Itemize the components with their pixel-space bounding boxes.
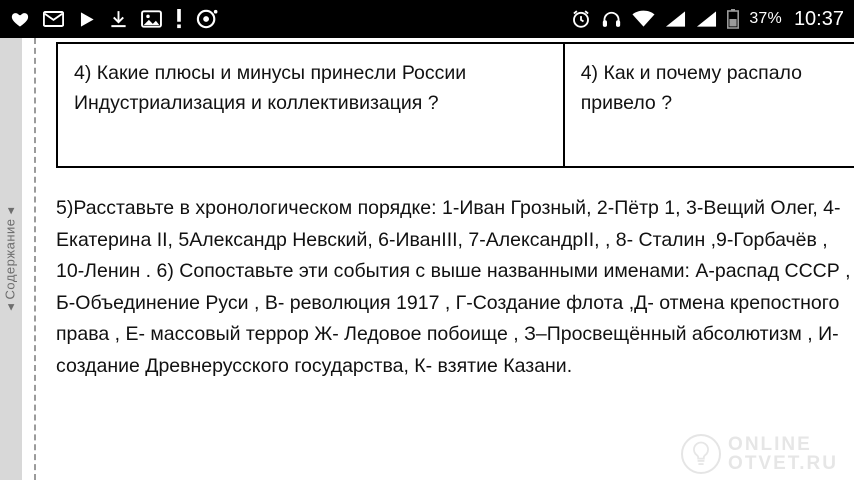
contents-tab[interactable] [0, 38, 22, 480]
record-icon [196, 9, 218, 29]
dashed-divider [34, 38, 36, 480]
battery-icon [727, 9, 739, 29]
signal-icon-2 [696, 10, 717, 28]
image-icon [141, 10, 162, 28]
headphones-icon [601, 9, 622, 29]
download-icon [109, 9, 128, 29]
mail-icon [43, 11, 64, 27]
watermark-line2: OTVET.RU [728, 453, 838, 474]
table-cell-question-4b: 4) Как и почему распало привело ? [580, 62, 802, 115]
status-bar-notifications [10, 9, 218, 29]
wifi-icon [632, 10, 655, 28]
lightbulb-icon [681, 434, 721, 474]
status-clock: 10:37 [793, 7, 844, 30]
battery-percent: 37% [749, 10, 782, 27]
question-paragraph: 5)Расставьте в хронологическом порядке: 1-Иван Грозный, 2-Пётр 1, 3-Вещий Олег, 4-Екатерина II, 5Александр Невский, 6-ИванIII, 7-АлександрII, , 8- Сталин ,9-Горбачёв , 10-Ленин . 6) Сопоставьте эти события с выше названными именами: А-распад СССР , Б-Объединение Руси , В- революция 1917 , Г-Создание флота ,Д- отмена крепостного права , Е- массовый террор Ж- Ледовое побоище , З–Просвещённый абсолютизм , И- создание Древнерусского государства, К- взятие Казани. [56, 197, 851, 377]
signal-icon-1 [665, 10, 686, 28]
watermark-line1: ONLINE [728, 433, 812, 455]
site-watermark [681, 434, 838, 474]
contents-tab-label: ◂ Содержание ◂ [3, 207, 18, 311]
play-icon [77, 10, 96, 29]
page-content [0, 38, 854, 480]
table-cell-question-4a: 4) Какие плюсы и минусы принесли России Индустриализация и коллективизация ? [58, 44, 565, 166]
watermark-text [728, 435, 838, 474]
document-area [40, 38, 854, 480]
questions-table [56, 42, 854, 168]
status-bar [0, 0, 854, 38]
status-bar-system [571, 8, 844, 31]
heart-icon [10, 9, 30, 29]
alarm-icon [571, 9, 591, 29]
warning-icon [175, 9, 183, 29]
